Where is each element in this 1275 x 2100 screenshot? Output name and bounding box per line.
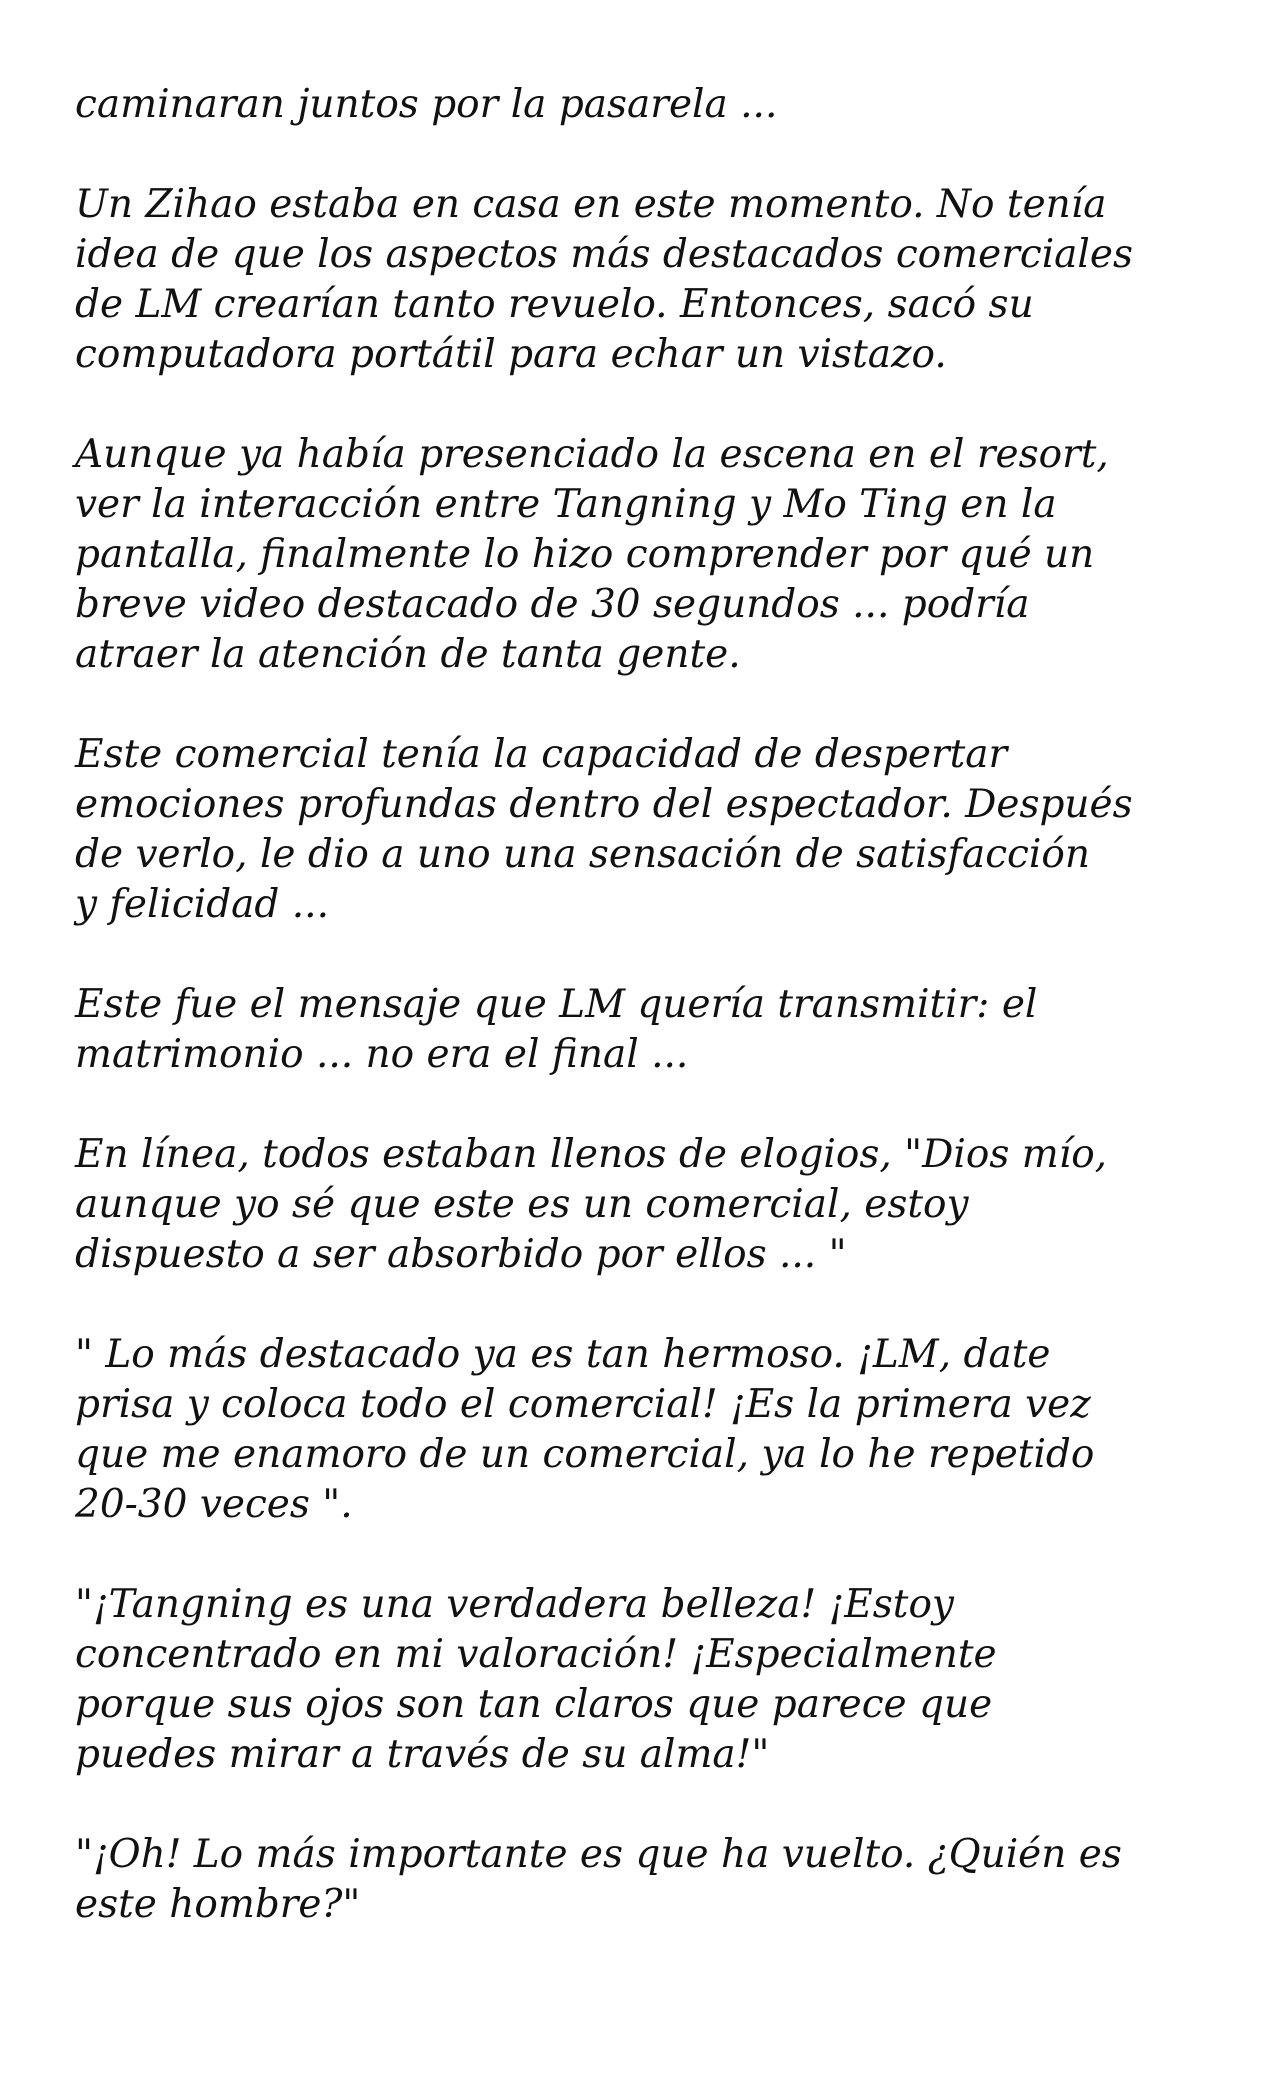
paragraph-9: "¡Oh! Lo más importante es que ha vuelto. ¿Quién es este hombre?" (75, 1832, 1122, 1927)
paragraph-8: "¡Tangning es una verdadera belleza! ¡Estoy concentrado en mi valoración! ¡Especialmente porque sus ojos son tan claros que parece que puedes mirar a través de su alma!" (75, 1582, 997, 1777)
paragraph-2: Un Zihao estaba en casa en este momento. No tenía idea de que los aspectos más destacados comerciales de LM crearían tanto revuelo. Entonces, sacó su computadora portátil para echar un vistazo. (75, 182, 1133, 377)
paragraph-5: Este fue el mensaje que LM quería transmitir: el matrimonio ... no era el final ... (75, 982, 1038, 1077)
paragraph-3: Aunque ya había presenciado la escena en el resort, ver la interacción entre Tangning y Mo Ting en la pantalla, finalmente lo hizo comprender por qué un breve video destacado de 30 segundos ... podría atraer la atención de tanta gente. (75, 432, 1109, 677)
paragraph-1: caminaran juntos por la pasarela ... (75, 82, 778, 127)
paragraph-7: " Lo más destacado ya es tan hermoso. ¡LM, date prisa y coloca todo el comercial! ¡Es la primera vez que me enamoro de un comercial, ya lo he repetido 20-30 veces ". (75, 1332, 1095, 1527)
paragraph-4: Este comercial tenía la capacidad de despertar emociones profundas dentro del espectador. Después de verlo, le dio a uno una sensación de satisfacción y felicidad ... (75, 732, 1133, 927)
paragraph-6: En línea, todos estaban llenos de elogios, "Dios mío, aunque yo sé que este es un comercial, estoy dispuesto a ser absorbido por ellos ... " (75, 1132, 1108, 1277)
